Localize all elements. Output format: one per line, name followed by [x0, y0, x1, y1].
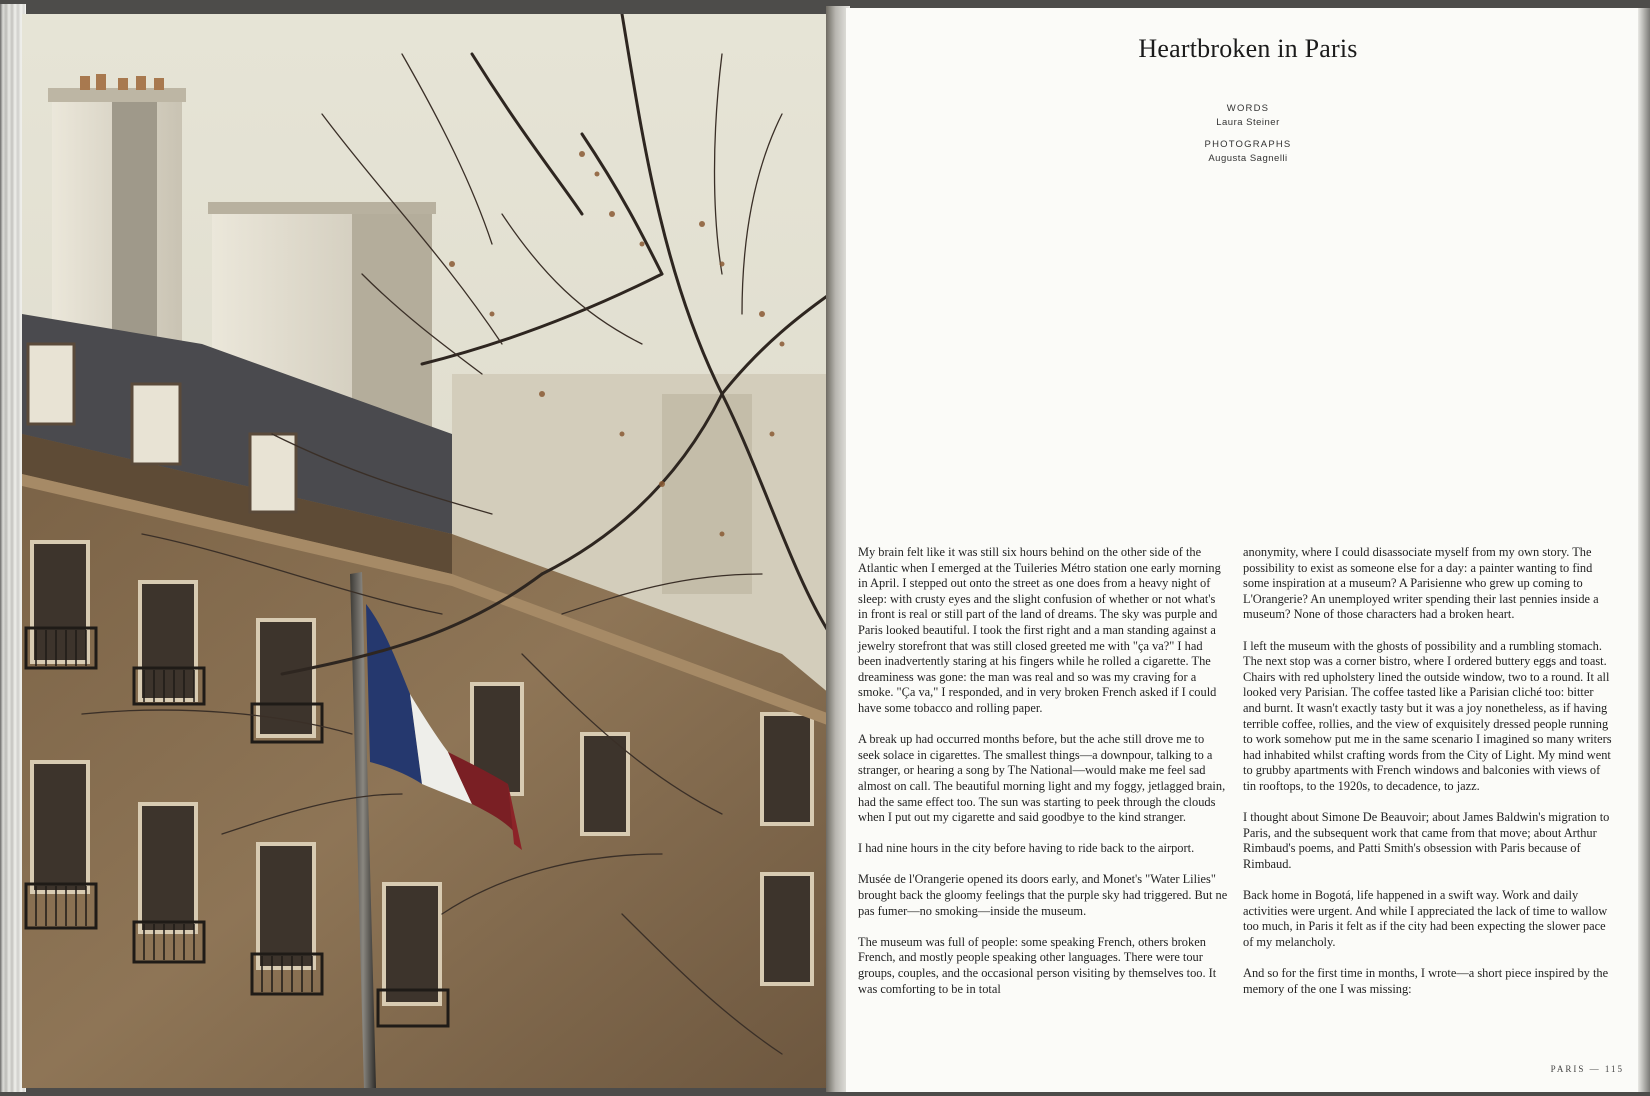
right-page-edge: [1638, 8, 1650, 1092]
body-column-right: [1243, 545, 1613, 1013]
paragraph: Back home in Bogotá, life happened in a swift way. Work and daily activities were urgent. And while I appreciated the lack of time to wallow too much, in Paris it felt as if the city had been expecting the slower pace of my melancholy.: [1243, 888, 1608, 949]
paragraph: I left the museum with the ghosts of possibility and a rumbling stomach. The next stop was a corner bistro, where I ordered buttery eggs and toast. Chairs with red upholstery lined the outside window, two to a round. It all looked very Parisian. The coffee tasted like a Parisian cliché too: bitter and burnt. It wasn't exactly tasty but it was a joy nonetheless, as if having terrible coffee, rollies, and the view of exquisitely dressed people running to work somehow put me in the same scenario I imagined so many writers had inhabited whilst crafting words from the City of Light. My mind went to grubby apartments with French windows and balconies with views of tin rooftops, to the 1920s, to decadence, to jazz.: [1243, 638, 1612, 793]
photographs-author: Augusta Sagnelli: [1208, 153, 1288, 164]
paragraph: My brain felt like it was still six hours behind on the other side of the Atlantic when I emerged at the Tuileries Métro station one early morning in April. I stepped out onto the street as one does from a heavy night of sleep: with crusty eyes and the slight confusion of whether or not what's in front is real or still part of the land of dreams. The sky was purple and Paris looked beautiful. I took the first right and a man standing against a jewelry storefront that was still closed greeted me with "ça va?" I had been inadvertently staring at his fingers while he rolled a cigarette. The dreaminess was gone: the man was real and so was my craving for a smoke. "Ça va," I responded, and in very broken French asked if I could have some tobacco and rolling paper.: [858, 545, 1221, 715]
page-folio: PARIS — 115: [1550, 1064, 1624, 1074]
photo-paris-building-with-flag: [22, 14, 830, 1088]
paragraph: A break up had occurred months before, but the ache still drove me to seek solace in cigarettes. The smallest things—a downpour, talking to a stranger, or hearing a song by The National—would make me feel sad almost on call. The beautiful morning light and my foggy, jetlagged brain, had the same effect too. The sun was starting to peek through the clouds when I put out my cigarette and said goodbye to the kind stranger.: [858, 732, 1226, 825]
paragraph: Musée de l'Orangerie opened its doors early, and Monet's "Water Lilies" brought back the gloomy feelings that the purple sky had triggered. But ne pas fumer—no smoking—inside the museum.: [858, 872, 1228, 918]
body-column-left: [858, 545, 1228, 1013]
photographs-label: PHOTOGRAPHS: [1204, 139, 1292, 150]
paragraph: The museum was full of people: some speaking French, others broken French, and mostly people speaking other languages. There were tour groups, couples, and the occasional person visiting by themselves too. It was comforting to be in total: [858, 934, 1217, 996]
words-author: Laura Steiner: [1216, 117, 1280, 128]
article-title: Heartbroken in Paris: [1138, 34, 1358, 63]
words-credit: [846, 102, 1650, 130]
paragraph: And so for the first time in months, I wrote—a short piece inspired by the memory of the one I was missing:: [1243, 966, 1609, 996]
paragraph: anonymity, where I could disassociate myself from my own story. The possibility to exist as someone else for a day: a painter wanting to find some inspiration at a museum? A Parisienne who grew up coming to L'Orangerie? An unemployed writer spending their last pennies inside a museum? None of those characters had a broken heart.: [1243, 545, 1599, 622]
paragraph: I thought about Simone De Beauvoir; about James Baldwin's migration to Paris, and the subsequent work that came from that move; about Arthur Rimbaud's poems, and Patti Smith's obsession with Paris because of Rimbaud.: [1243, 810, 1610, 871]
photographs-credit: [846, 138, 1650, 166]
article-page: [846, 8, 1650, 1092]
paragraph: I had nine hours in the city before having to ride back to the airport.: [858, 841, 1195, 856]
words-label: WORDS: [1226, 103, 1270, 114]
